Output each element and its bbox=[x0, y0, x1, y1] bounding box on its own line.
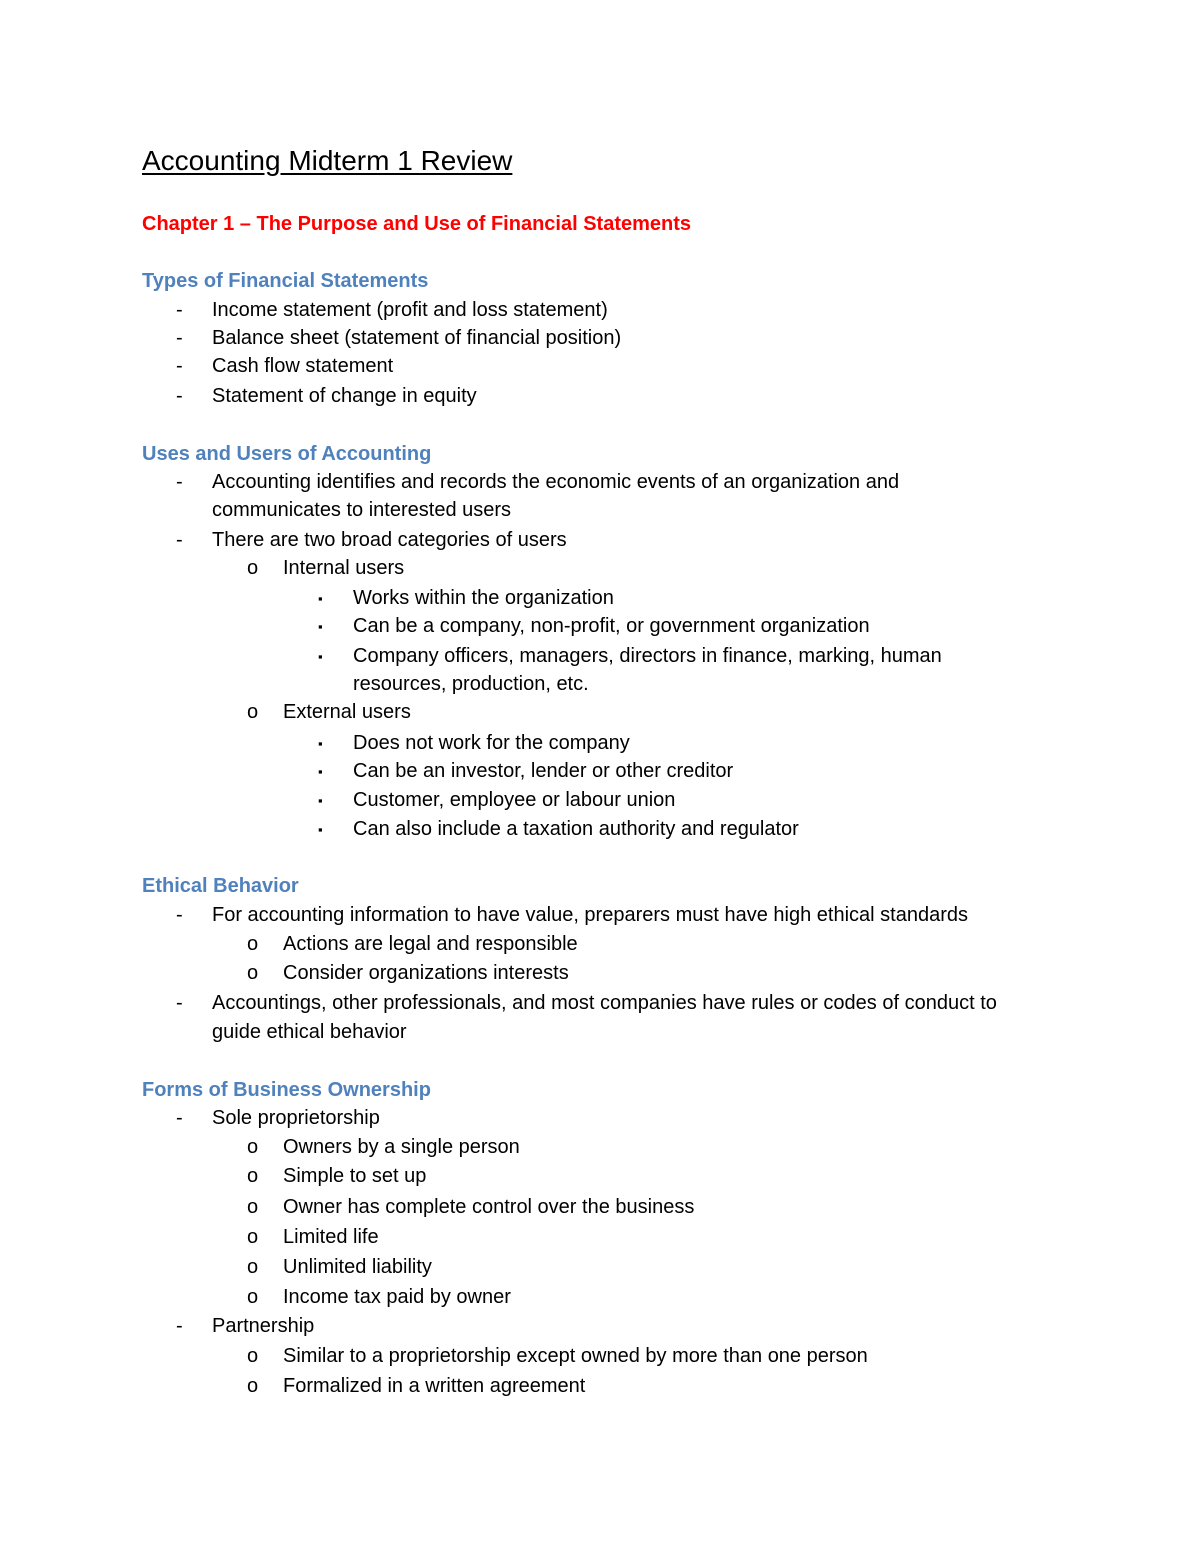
list-item: Accountings, other professionals, and most companies have rules or codes of conduct to bbox=[212, 992, 997, 1014]
list-item: Statement of change in equity bbox=[212, 385, 477, 407]
list-item: Balance sheet (statement of financial position) bbox=[212, 327, 622, 349]
sub-sub-list-item: Can also include a taxation authority and regulator bbox=[353, 818, 799, 840]
sub-sub-list-item: Customer, employee or labour union bbox=[353, 789, 676, 811]
list-item-continuation: guide ethical behavior bbox=[212, 1021, 407, 1043]
list-item: Cash flow statement bbox=[212, 355, 394, 377]
circle-bullet: o bbox=[247, 1136, 259, 1158]
sub-list-item: Formalized in a written agreement bbox=[283, 1375, 586, 1397]
sub-sub-list-item: Company officers, managers, directors in finance, marking, human bbox=[353, 645, 942, 667]
dash-bullet: - bbox=[176, 299, 183, 321]
dash-bullet: - bbox=[176, 327, 183, 349]
circle-bullet: o bbox=[247, 1226, 259, 1248]
sub-sub-list-item: Can be an investor, lender or other creditor bbox=[353, 760, 734, 782]
sub-list-item: Simple to set up bbox=[283, 1165, 427, 1187]
square-bullet: ▪ bbox=[318, 619, 323, 634]
section-heading-types: Types of Financial Statements bbox=[142, 270, 429, 292]
sub-sub-list-item-continuation: resources, production, etc. bbox=[353, 673, 589, 695]
circle-bullet: o bbox=[247, 1375, 259, 1397]
list-item: Partnership bbox=[212, 1315, 315, 1337]
square-bullet: ▪ bbox=[318, 591, 323, 606]
sub-list-item: External users bbox=[283, 701, 411, 723]
list-item: For accounting information to have value, preparers must have high ethical standards bbox=[212, 904, 968, 926]
list-item: Income statement (profit and loss statement) bbox=[212, 299, 608, 321]
dash-bullet: - bbox=[176, 529, 183, 551]
list-item: Accounting identifies and records the economic events of an organization and bbox=[212, 471, 900, 493]
dash-bullet: - bbox=[176, 904, 183, 926]
sub-list-item: Limited life bbox=[283, 1226, 379, 1248]
circle-bullet: o bbox=[247, 1286, 259, 1308]
sub-sub-list-item: Does not work for the company bbox=[353, 732, 630, 754]
sub-sub-list-item: Works within the organization bbox=[353, 587, 614, 609]
circle-bullet: o bbox=[247, 962, 259, 984]
circle-bullet: o bbox=[247, 1345, 259, 1367]
square-bullet: ▪ bbox=[318, 649, 323, 664]
sub-sub-list-item: Can be a company, non-profit, or government organization bbox=[353, 615, 870, 637]
dash-bullet: - bbox=[176, 385, 183, 407]
dash-bullet: - bbox=[176, 1107, 183, 1129]
dash-bullet: - bbox=[176, 471, 183, 493]
circle-bullet: o bbox=[247, 701, 259, 723]
square-bullet: ▪ bbox=[318, 764, 323, 779]
list-item: Sole proprietorship bbox=[212, 1107, 380, 1129]
square-bullet: ▪ bbox=[318, 822, 323, 837]
circle-bullet: o bbox=[247, 557, 259, 579]
sub-list-item: Owner has complete control over the business bbox=[283, 1196, 695, 1218]
sub-list-item: Income tax paid by owner bbox=[283, 1286, 511, 1308]
list-item: There are two broad categories of users bbox=[212, 529, 567, 551]
document-title: Accounting Midterm 1 Review bbox=[142, 145, 513, 176]
dash-bullet: - bbox=[176, 1315, 183, 1337]
sub-list-item: Owners by a single person bbox=[283, 1136, 520, 1158]
square-bullet: ▪ bbox=[318, 736, 323, 751]
section-heading-uses: Uses and Users of Accounting bbox=[142, 443, 432, 465]
dash-bullet: - bbox=[176, 992, 183, 1014]
circle-bullet: o bbox=[247, 933, 259, 955]
section-heading-forms: Forms of Business Ownership bbox=[142, 1079, 431, 1101]
chapter-heading: Chapter 1 – The Purpose and Use of Financial Statements bbox=[142, 213, 692, 235]
dash-bullet: - bbox=[176, 355, 183, 377]
sub-list-item: Unlimited liability bbox=[283, 1256, 432, 1278]
circle-bullet: o bbox=[247, 1256, 259, 1278]
square-bullet: ▪ bbox=[318, 793, 323, 808]
sub-list-item: Internal users bbox=[283, 557, 405, 579]
sub-list-item: Actions are legal and responsible bbox=[283, 933, 578, 955]
circle-bullet: o bbox=[247, 1165, 259, 1187]
sub-list-item: Consider organizations interests bbox=[283, 962, 569, 984]
list-item-continuation: communicates to interested users bbox=[212, 499, 512, 521]
circle-bullet: o bbox=[247, 1196, 259, 1218]
sub-list-item: Similar to a proprietorship except owned by more than one person bbox=[283, 1345, 868, 1367]
section-heading-ethical: Ethical Behavior bbox=[142, 875, 299, 897]
